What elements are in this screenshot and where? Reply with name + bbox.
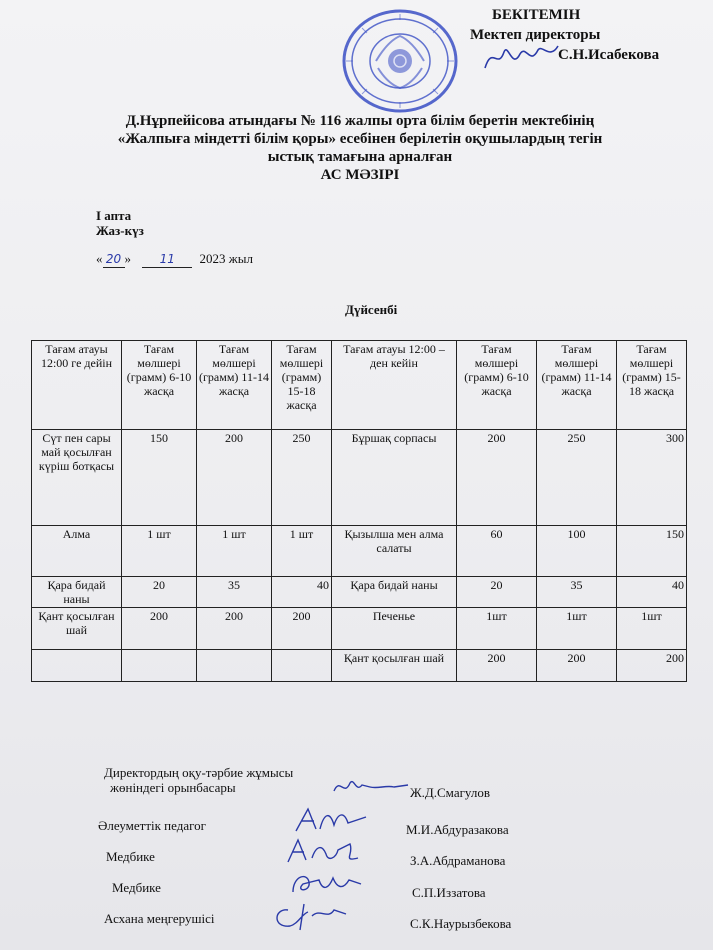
signatory-name: З.А.Абдраманова [410, 853, 506, 868]
title-line-3: ыстық тамағына арналған [267, 149, 453, 165]
table-cell: 40 [272, 577, 332, 608]
date-month: 11 [159, 252, 175, 266]
table-cell: 200 [457, 650, 537, 682]
table-cell: 35 [197, 577, 272, 608]
table-cell: Қара бидай наны [32, 577, 122, 608]
table-row [32, 526, 687, 577]
table-row [32, 608, 687, 650]
table-cell: Сүт пен сары май қосылған күріш ботқасы [32, 430, 122, 526]
title-line-2: «Жалпыға міндетті білім қоры» есебінен берілетін оқушылардың тегін [117, 131, 603, 147]
table-row [32, 650, 687, 682]
signatory-role: жөніндегі орынбасары [110, 780, 236, 795]
table-cell: Қант қосылған шай [332, 650, 457, 682]
season-label: Жаз-күз [96, 223, 144, 238]
title-line-4: АС МӘЗІРІ [320, 167, 400, 183]
signatory-name: С.П.Иззатова [412, 885, 486, 900]
table-cell: 250 [537, 430, 617, 526]
table-cell: 200 [272, 608, 332, 650]
table-cell: 20 [457, 577, 537, 608]
table-cell: 1шт [537, 608, 617, 650]
document-title [40, 112, 680, 184]
signature-deputy [330, 775, 410, 800]
table-cell: 200 [122, 608, 197, 650]
table-cell: 150 [617, 526, 687, 577]
table-cell: 1шт [617, 608, 687, 650]
table-cell [32, 650, 122, 682]
table-cell: 60 [457, 526, 537, 577]
table-cell: Қара бидай наны [332, 577, 457, 608]
week-label: І апта [96, 208, 132, 223]
signature-nurse-1 [282, 836, 362, 866]
table-cell: 200 [197, 608, 272, 650]
day-of-week: Дүйсенбі [345, 302, 398, 317]
signatory-role: Әлеуметтік педагог [98, 818, 206, 833]
header-cell: Тағам мөлшері (грамм) 11-14 жасқа [197, 341, 272, 430]
table-cell: 200 [537, 650, 617, 682]
approval-position: Мектеп директоры [470, 27, 601, 43]
menu-date [96, 251, 253, 268]
signatory-role: Асхана меңгерушісі [104, 911, 215, 926]
header-cell: Тағам мөлшері (грамм) 6-10 жасқа [457, 341, 537, 430]
signature-social-pedagogue [290, 805, 370, 835]
signatory-role: Медбике [112, 880, 161, 895]
date-day: 20 [105, 252, 122, 266]
table-header-row [32, 341, 687, 430]
table-cell: 1 шт [122, 526, 197, 577]
table-cell: 200 [617, 650, 687, 682]
menu-table [31, 340, 687, 682]
director-signature [480, 40, 560, 75]
date-quote-open: « [96, 251, 103, 266]
table-cell: Қызылша мен алма салаты [332, 526, 457, 577]
header-cell: Тағам атауы 12:00 – ден кейін [332, 341, 457, 430]
table-cell: 200 [197, 430, 272, 526]
approval-title: БЕКІТЕМІН [492, 7, 581, 23]
header-cell: Тағам мөлшері (грамм) 6-10 жасқа [122, 341, 197, 430]
table-cell: 100 [537, 526, 617, 577]
signatory-role: Медбике [106, 849, 155, 864]
header-cell: Тағам атауы 12:00 ге дейін [32, 341, 122, 430]
header-cell: Тағам мөлшері (грамм) 11-14 жасқа [537, 341, 617, 430]
date-quote-close: » [124, 251, 131, 266]
table-cell [122, 650, 197, 682]
table-cell: Бұршақ сорпасы [332, 430, 457, 526]
table-cell: 250 [272, 430, 332, 526]
signatory-name: Ж.Д.Смагулов [410, 785, 490, 800]
table-cell: 1 шт [272, 526, 332, 577]
table-cell: 40 [617, 577, 687, 608]
header-cell: Тағам мөлшері (грамм) 15-18 жасқа [617, 341, 687, 430]
header-cell: Тағам мөлшері (грамм) 15-18 жасқа [272, 341, 332, 430]
table-cell: 1шт [457, 608, 537, 650]
table-cell: 300 [617, 430, 687, 526]
table-row [32, 577, 687, 608]
signatory-name: С.К.Наурызбекова [410, 916, 512, 931]
table-cell: 200 [457, 430, 537, 526]
signature-nurse-2 [285, 868, 365, 898]
table-cell: 150 [122, 430, 197, 526]
table-cell: 35 [537, 577, 617, 608]
signatory-role: Директордың оқу-тәрбие жұмысы [104, 765, 294, 780]
table-row [32, 430, 687, 526]
table-cell: 1 шт [197, 526, 272, 577]
signature-canteen-head [268, 900, 348, 932]
table-cell [272, 650, 332, 682]
date-year: 2023 жыл [199, 251, 253, 266]
table-cell [197, 650, 272, 682]
table-cell: Печенье [332, 608, 457, 650]
table-cell: 20 [122, 577, 197, 608]
approval-name: С.Н.Исабекова [558, 47, 660, 63]
table-cell: Алма [32, 526, 122, 577]
school-seal-stamp [338, 6, 468, 116]
table-cell: Қант қосылған шай [32, 608, 122, 650]
signatory-name: М.И.Абдуразакова [406, 822, 509, 837]
title-line-1: Д.Нұрпейісова атындағы № 116 жалпы орта білім беретін мектебінің [125, 113, 595, 129]
